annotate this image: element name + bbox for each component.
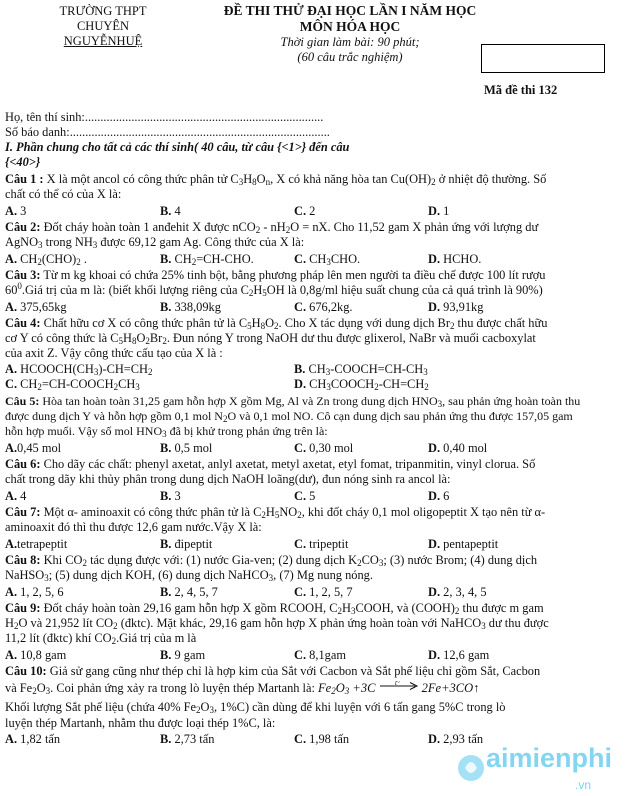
- q5-option-d[interactable]: D. 0,40 mol: [428, 441, 488, 455]
- q7-option-a[interactable]: A.tetrapeptit: [5, 537, 68, 551]
- q8-stem-line-1: Câu 8: Khi $CO_2$ tác dụng được với: (1) nước Gia-ven; (2) dung dịch $K_2CO_3$; (3) nước Brom; (4) dung dịch: [5, 553, 538, 568]
- q6-stem-line-1: Câu 6: Cho dãy các chất: phenyl axetat, anlyl axetat, metyl axetat, etyl fomat, tripanmitin, vinyl clorua. Số: [5, 457, 536, 471]
- q9-stem-line-1: Câu 9: Đốt cháy hoàn toàn 29,16 gam hỗn hợp X gồm RCOOH, $C_2H_3COOH$, và $(COOH)_2$ thu được m gam: [5, 601, 544, 616]
- q9-stem-line-3: 11,2 lít (đktc) khí $CO_2.Giá$ trị của m là: [5, 631, 197, 646]
- q5-stem-line-1: Câu 5: Hòa tan hoàn toàn 31,25 gam hỗn hợp X gồm Mg, Al và Zn trong dung dịch $HNO_3$, sau phản ứng hoàn toàn thu: [5, 394, 581, 409]
- student-name-field: Họ, tên thí sinh:.............................................................................: [5, 110, 324, 124]
- q8-option-d[interactable]: D. 2, 3, 4, 5: [428, 585, 487, 599]
- section-heading-line-2: {<40>}: [5, 155, 41, 169]
- q10-stem-line-2: và $Fe_2O_3$. Coi phản ứng xảy ra trong lò luyện thép Martanh là: $Fe_2O_3 +3C$ t° 2Fe+3CO↑: [5, 681, 480, 696]
- q8-stem-line-2: NaHSO$_3$; (5) dung dịch KOH, (6) dung dịch NaHCO$_3$, (7) Mg nung nóng.: [5, 568, 373, 583]
- watermark-logo-icon: [456, 750, 486, 784]
- q4-option-d[interactable]: D. $CH_3COOCH_2-CH=CH_2$: [294, 377, 429, 392]
- q6-stem-line-2: chất trong dãy khi thủy phân trong dung dịch NaOH loãng(dư), đun nóng sinh ra ancol là:: [5, 472, 451, 486]
- q10-option-d[interactable]: D. 2,93 tấn: [428, 732, 484, 746]
- exam-time: Thời gian làm bài: 90 phút;: [280, 35, 420, 49]
- q4-stem-line-2: cơ Y có công thức là $C_5H_8O_2Br_2$. Đun nóng Y trong NaOH dư thu được glixerol, NaBr và muối cacboxylat: [5, 331, 536, 346]
- q3-stem-line-2: $60^0.Giá$ trị của m là: (biết khối lượng riêng của $C_2H_5OH$ là 0,8g/ml hiệu suất chung của cả quá trình là 90%): [5, 281, 543, 298]
- q8-option-b[interactable]: B. 2, 4, 5, 7: [160, 585, 218, 599]
- q9-option-b[interactable]: B. 9 gam: [160, 648, 206, 662]
- q6-option-d[interactable]: D. 6: [428, 489, 450, 503]
- q10-stem-line-1: Câu 10: Giả sử gang cũng như thép chỉ là hợp kim của Sắt với Cacbon và Sắt phế liệu chỉ gồm Sắt, Cacbon: [5, 664, 541, 678]
- student-id-field: Số báo danh:....................................................................................: [5, 125, 330, 139]
- q5-stem-line-2: được dung dịch Y và hỗn hợp gồm 0,1 mol $N_2O$ và 0,1 mol NO. Cô cạn dung dịch sau phản ứng thu được 157,05 gam: [5, 409, 573, 424]
- q9-option-d[interactable]: D. 12,6 gam: [428, 648, 490, 662]
- q6-option-a[interactable]: A. 4: [5, 489, 27, 503]
- q3-option-b[interactable]: B. 338,09kg: [160, 300, 221, 314]
- q1-number: Câu 1 :: [5, 172, 44, 186]
- exam-question-count: (60 câu trắc nghiệm): [297, 50, 403, 64]
- watermark-suffix: .vn: [575, 778, 592, 792]
- q1-stem-line-2: chất có thể có của X là:: [5, 187, 122, 201]
- school-line-1: TRƯỜNG THPT: [59, 4, 147, 18]
- q10-stem-line-3: Khối lượng Sắt phế liệu (chứa 40% $Fe_2O_3$, 1%C) cần dùng để khi luyện với 6 tấn gang 5%C trong lò: [5, 700, 506, 715]
- q10-option-b[interactable]: B. 2,73 tấn: [160, 732, 215, 746]
- q1-option-b[interactable]: B. 4: [160, 204, 181, 218]
- q2-option-d[interactable]: D. HCHO.: [428, 252, 482, 266]
- q1-option-a[interactable]: A. 3: [5, 204, 27, 218]
- q9-stem-line-2: $H_2O$ và 21,952 lít $CO_2$ (đktc). Mặt khác, 29,16 gam hỗn hợp X phản ứng hoàn toàn với NaHCO$_3$ dư thu được: [5, 616, 549, 631]
- q4-option-c[interactable]: C. $CH_2=CH-COOCH_2CH_3$: [5, 377, 140, 392]
- q10-option-a[interactable]: A. 1,82 tấn: [5, 732, 61, 746]
- exam-code-label: Mã đề thi 132: [484, 83, 558, 97]
- watermark-text: aimienphi: [486, 743, 613, 773]
- q3-option-c[interactable]: C. 676,2kg.: [294, 300, 353, 314]
- exam-code-box: [481, 44, 605, 73]
- q2-option-c[interactable]: C. $CH_3CHO$.: [294, 252, 361, 267]
- q9-option-a[interactable]: A. 10,8 gam: [5, 648, 67, 662]
- exam-subject: MÔN HÓA HỌC: [299, 19, 401, 34]
- q8-option-a[interactable]: A. 1, 2, 5, 6: [5, 585, 64, 599]
- q10-equation: $Fe_2O_3 +3C$ t° 2Fe+3CO↑: [318, 681, 480, 696]
- q4-stem-line-1: Câu 4: Chất hữu cơ X có công thức phân tử là $C_5H_8O_2$. Cho X tác dụng với dung dịch $Br_2$ thu được chất hữu: [5, 316, 548, 331]
- q7-option-b[interactable]: B. đipeptit: [160, 537, 213, 551]
- q7-stem-line-1: Câu 7: Một α- aminoaxit có công thức phân tử là $C_2H_5NO_2$, khi đốt cháy 0,1 mol oligopeptit X tạo nên từ α-: [5, 505, 546, 520]
- exam-title: ĐỀ THI THỬ ĐẠI HỌC LẦN I NĂM HỌC: [223, 3, 477, 18]
- q5-option-c[interactable]: C. 0,30 mol: [294, 441, 354, 455]
- q10-stem-line-4: luyện thép Martanh, nhằm thu được loại thép 1%C, là:: [5, 716, 276, 730]
- q10-option-c[interactable]: C. 1,98 tấn: [294, 732, 350, 746]
- q7-option-d[interactable]: D. pentapeptit: [428, 537, 499, 551]
- school-line-2: CHUYÊN: [76, 19, 130, 33]
- q4-stem-line-3: của axit Z. Vậy công thức cấu tạo của X là :: [5, 346, 223, 360]
- reaction-arrow-icon: [379, 681, 419, 691]
- q3-option-a[interactable]: A. 375,65kg: [5, 300, 67, 314]
- exam-title-block: [200, 3, 500, 65]
- q8-option-c[interactable]: C. 1, 2, 5, 7: [294, 585, 353, 599]
- school-line-3: NGUYỄNHUỆ: [63, 34, 143, 48]
- q2-option-a[interactable]: A. $CH_2(CHO)_2$ .: [5, 252, 87, 267]
- q5-option-b[interactable]: B. 0,5 mol: [160, 441, 213, 455]
- q6-option-b[interactable]: B. 3: [160, 489, 181, 503]
- q2-stem-line-1: Câu 2: Đốt cháy hoàn toàn 1 anđehit X được $nCO_2 - nH_2O$ = nX. Cho 11,52 gam X phản ứng với lượng dư: [5, 220, 539, 235]
- q4-option-a[interactable]: A. $HCOOCH(CH_3)-CH=CH_2$: [5, 362, 153, 377]
- school-block: [18, 4, 188, 49]
- q4-option-b[interactable]: B. $CH_3-COOCH=CH-CH_3$: [294, 362, 428, 377]
- q1-option-c[interactable]: C. 2: [294, 204, 316, 218]
- q7-stem-line-2: aminoaxit đó thì thu được 12,6 gam nước.Vậy X là:: [5, 520, 262, 534]
- q2-option-b[interactable]: B. $CH_2=CH$-CHO.: [160, 252, 254, 267]
- q5-stem-line-3: hỗn hợp muối. Vậy số mol $HNO_3$ đã bị khử trong phản ứng trên là:: [5, 424, 328, 439]
- q2-stem-line-2: AgNO$_3$ trong $NH_3$ được 69,12 gam Ag. Công thức của X là:: [5, 235, 305, 250]
- section-heading-line-1: I. Phần chung cho tất cả các thí sinh( 40 câu, từ câu {<1>} đến câu: [5, 140, 350, 154]
- q3-stem-line-1: Câu 3: Từ m kg khoai có chứa 25% tinh bột, bằng phương pháp lên men người ta điều chế được 100 lít rượu: [5, 268, 546, 282]
- q6-option-c[interactable]: C. 5: [294, 489, 316, 503]
- svg-text:t°: t°: [394, 681, 400, 687]
- q1-option-d[interactable]: D. 1: [428, 204, 450, 218]
- q1-stem-line-1: Câu 1 : X là một ancol có công thức phân tử $C_3H_8O_n$, X có khả năng hòa $\tan Cu(OH)_2$ ở nhiệt độ thường. Số: [5, 172, 547, 187]
- q5-option-a[interactable]: A.0,45 mol: [5, 441, 62, 455]
- q9-option-c[interactable]: C. 8,1gam: [294, 648, 346, 662]
- q7-option-c[interactable]: C. tripeptit: [294, 537, 349, 551]
- q3-option-d[interactable]: D. 93,91kg: [428, 300, 484, 314]
